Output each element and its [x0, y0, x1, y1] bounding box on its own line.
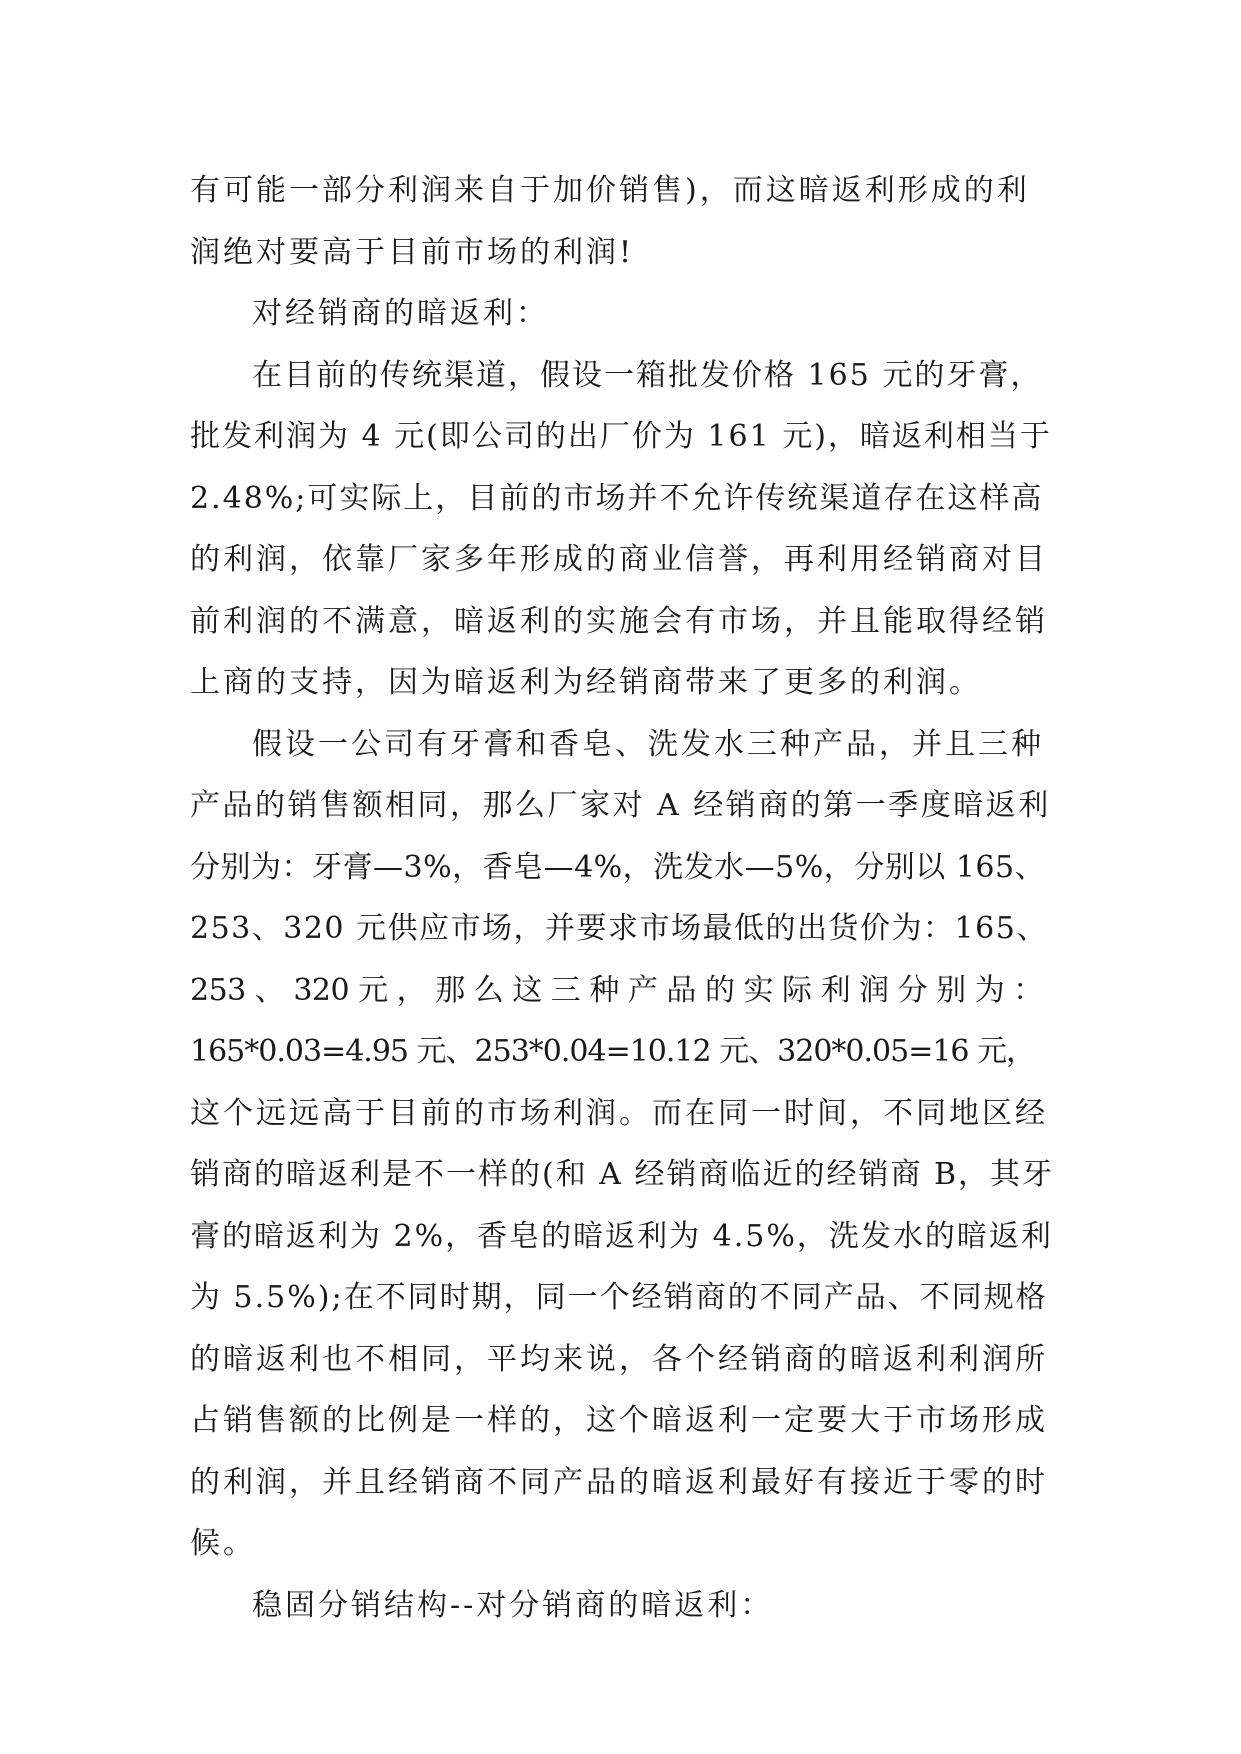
text-line: 对经销商的暗返利：: [252, 296, 549, 331]
text-line: 为 5.5%);在不同时期，同一个经销商的不同产品、不同规格: [190, 1280, 1048, 1315]
text-line: 产品的销售额相同，那么厂家对 A 经销商的第一季度暗返利: [190, 788, 1051, 823]
text-line: 253 、 320 元 ， 那 么 这 三 种 产 品 的 实 际 利 润 分 别 为 ：: [190, 972, 1043, 1008]
text-line: 前利润的不满意，暗返利的实施会有市场，并且能取得经销: [190, 603, 1048, 639]
text-line: 253、320 元供应市场，并要求市场最低的出货价为：165、: [190, 911, 1048, 946]
text-line: 165*0.03=4.95 元、253*0.04=10.12 元、320*0.05=16 元，: [190, 1034, 1036, 1069]
text-line: 稳固分销结构--对分销商的暗返利：: [252, 1587, 774, 1623]
text-line: 的利润，依靠厂家多年形成的商业信誉，再利用经销商对目: [190, 542, 1048, 577]
text-line: 分别为：牙膏—3%，香皂—4%，洗发水—5%，分别以 165、: [190, 849, 1046, 885]
text-line: 批发利润为 4 元(即公司的出厂价为 161 元)，暗返利相当于: [190, 419, 1052, 454]
text-line: 有可能一部分利润来自于加价销售)，而这暗返利形成的利: [190, 173, 1030, 208]
text-line: 候。: [190, 1526, 256, 1561]
text-line: 膏的暗返利为 2%，香皂的暗返利为 4.5%，洗发水的暗返利: [190, 1218, 1053, 1254]
text-line: 占销售额的比例是一样的，这个暗返利一定要大于市场形成: [190, 1403, 1048, 1438]
text-line: 的暗返利也不相同，平均来说，各个经销商的暗返利利润所: [190, 1341, 1048, 1377]
text-line: 在目前的传统渠道，假设一箱批发价格 165 元的牙膏，: [252, 357, 1043, 393]
document-body: [190, 160, 1055, 1636]
text-line: 假设一公司有牙膏和香皂、洗发水三种产品，并且三种: [252, 726, 1044, 762]
text-line: 的利润，并且经销商不同产品的暗返利最好有接近于零的时: [190, 1464, 1048, 1500]
text-line: 润绝对要高于目前市场的利润!: [190, 234, 635, 270]
text-line: 2.48%;可实际上，目前的市场并不允许传统渠道存在这样高: [190, 480, 1044, 516]
text-line: 销商的暗返利是不一样的(和 A 经销商临近的经销商 B，其牙: [190, 1157, 1055, 1192]
text-line: 这个远远高于目前的市场利润。而在同一时间，不同地区经: [190, 1095, 1048, 1131]
text-line: 上商的支持，因为暗返利为经销商带来了更多的利润。: [190, 665, 982, 700]
